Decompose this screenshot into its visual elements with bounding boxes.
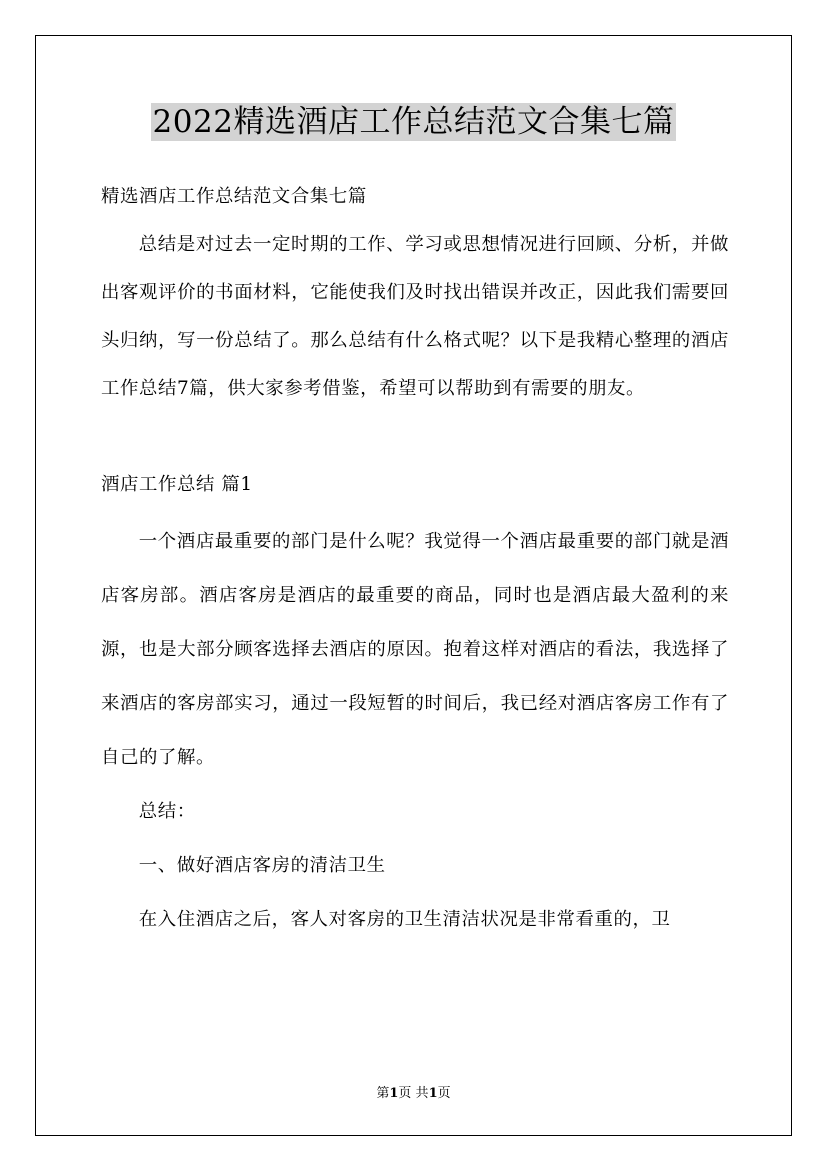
intro-paragraph: 总结是对过去一定时期的工作、学习或思想情况进行回顾、分析，并做出客观评价的书面材料，它能使我们及时找出错误并改正，因此我们需要回头归纳，写一份总结了。那么总结有什么格式呢？以下是我精心整理的酒店工作总结7篇，供大家参考借鉴，希望可以帮助到有需要的朋友。 xyxy=(101,234,729,399)
document-title-wrapper xyxy=(0,103,827,141)
summary-label: 总结： xyxy=(138,801,196,822)
footer-total-pages: 1 xyxy=(428,1086,438,1101)
point-one-paragraph: 在入住酒店之后，客人对客房的卫生清洁状况是非常看重的，卫 xyxy=(138,909,671,930)
footer-mid: 页 共 xyxy=(398,1086,429,1101)
footer-current-page: 1 xyxy=(389,1086,399,1101)
section-paragraph: 一个酒店最重要的部门是什么呢？我觉得一个酒店最重要的部门就是酒店客房部。酒店客房是酒店的最重要的商品，同时也是酒店最大盈利的来源，也是大部分顾客选择去酒店的原因。抱着这样对酒店的看法，我选择了来酒店的客房部实习，通过一段短暂的时间后，我已经对酒店客房工作有了自己的了解。 xyxy=(101,531,729,768)
point-one-heading: 一、做好酒店客房的清洁卫生 xyxy=(138,855,386,876)
page-footer xyxy=(0,1082,827,1101)
footer-suffix: 页 xyxy=(437,1086,451,1101)
document-subtitle: 精选酒店工作总结范文合集七篇 xyxy=(101,186,367,207)
section-heading: 酒店工作总结 篇1 xyxy=(101,474,253,495)
document-body xyxy=(101,173,729,947)
document-title: 2022精选酒店工作总结范文合集七篇 xyxy=(152,104,675,140)
footer-prefix: 第 xyxy=(376,1086,390,1101)
